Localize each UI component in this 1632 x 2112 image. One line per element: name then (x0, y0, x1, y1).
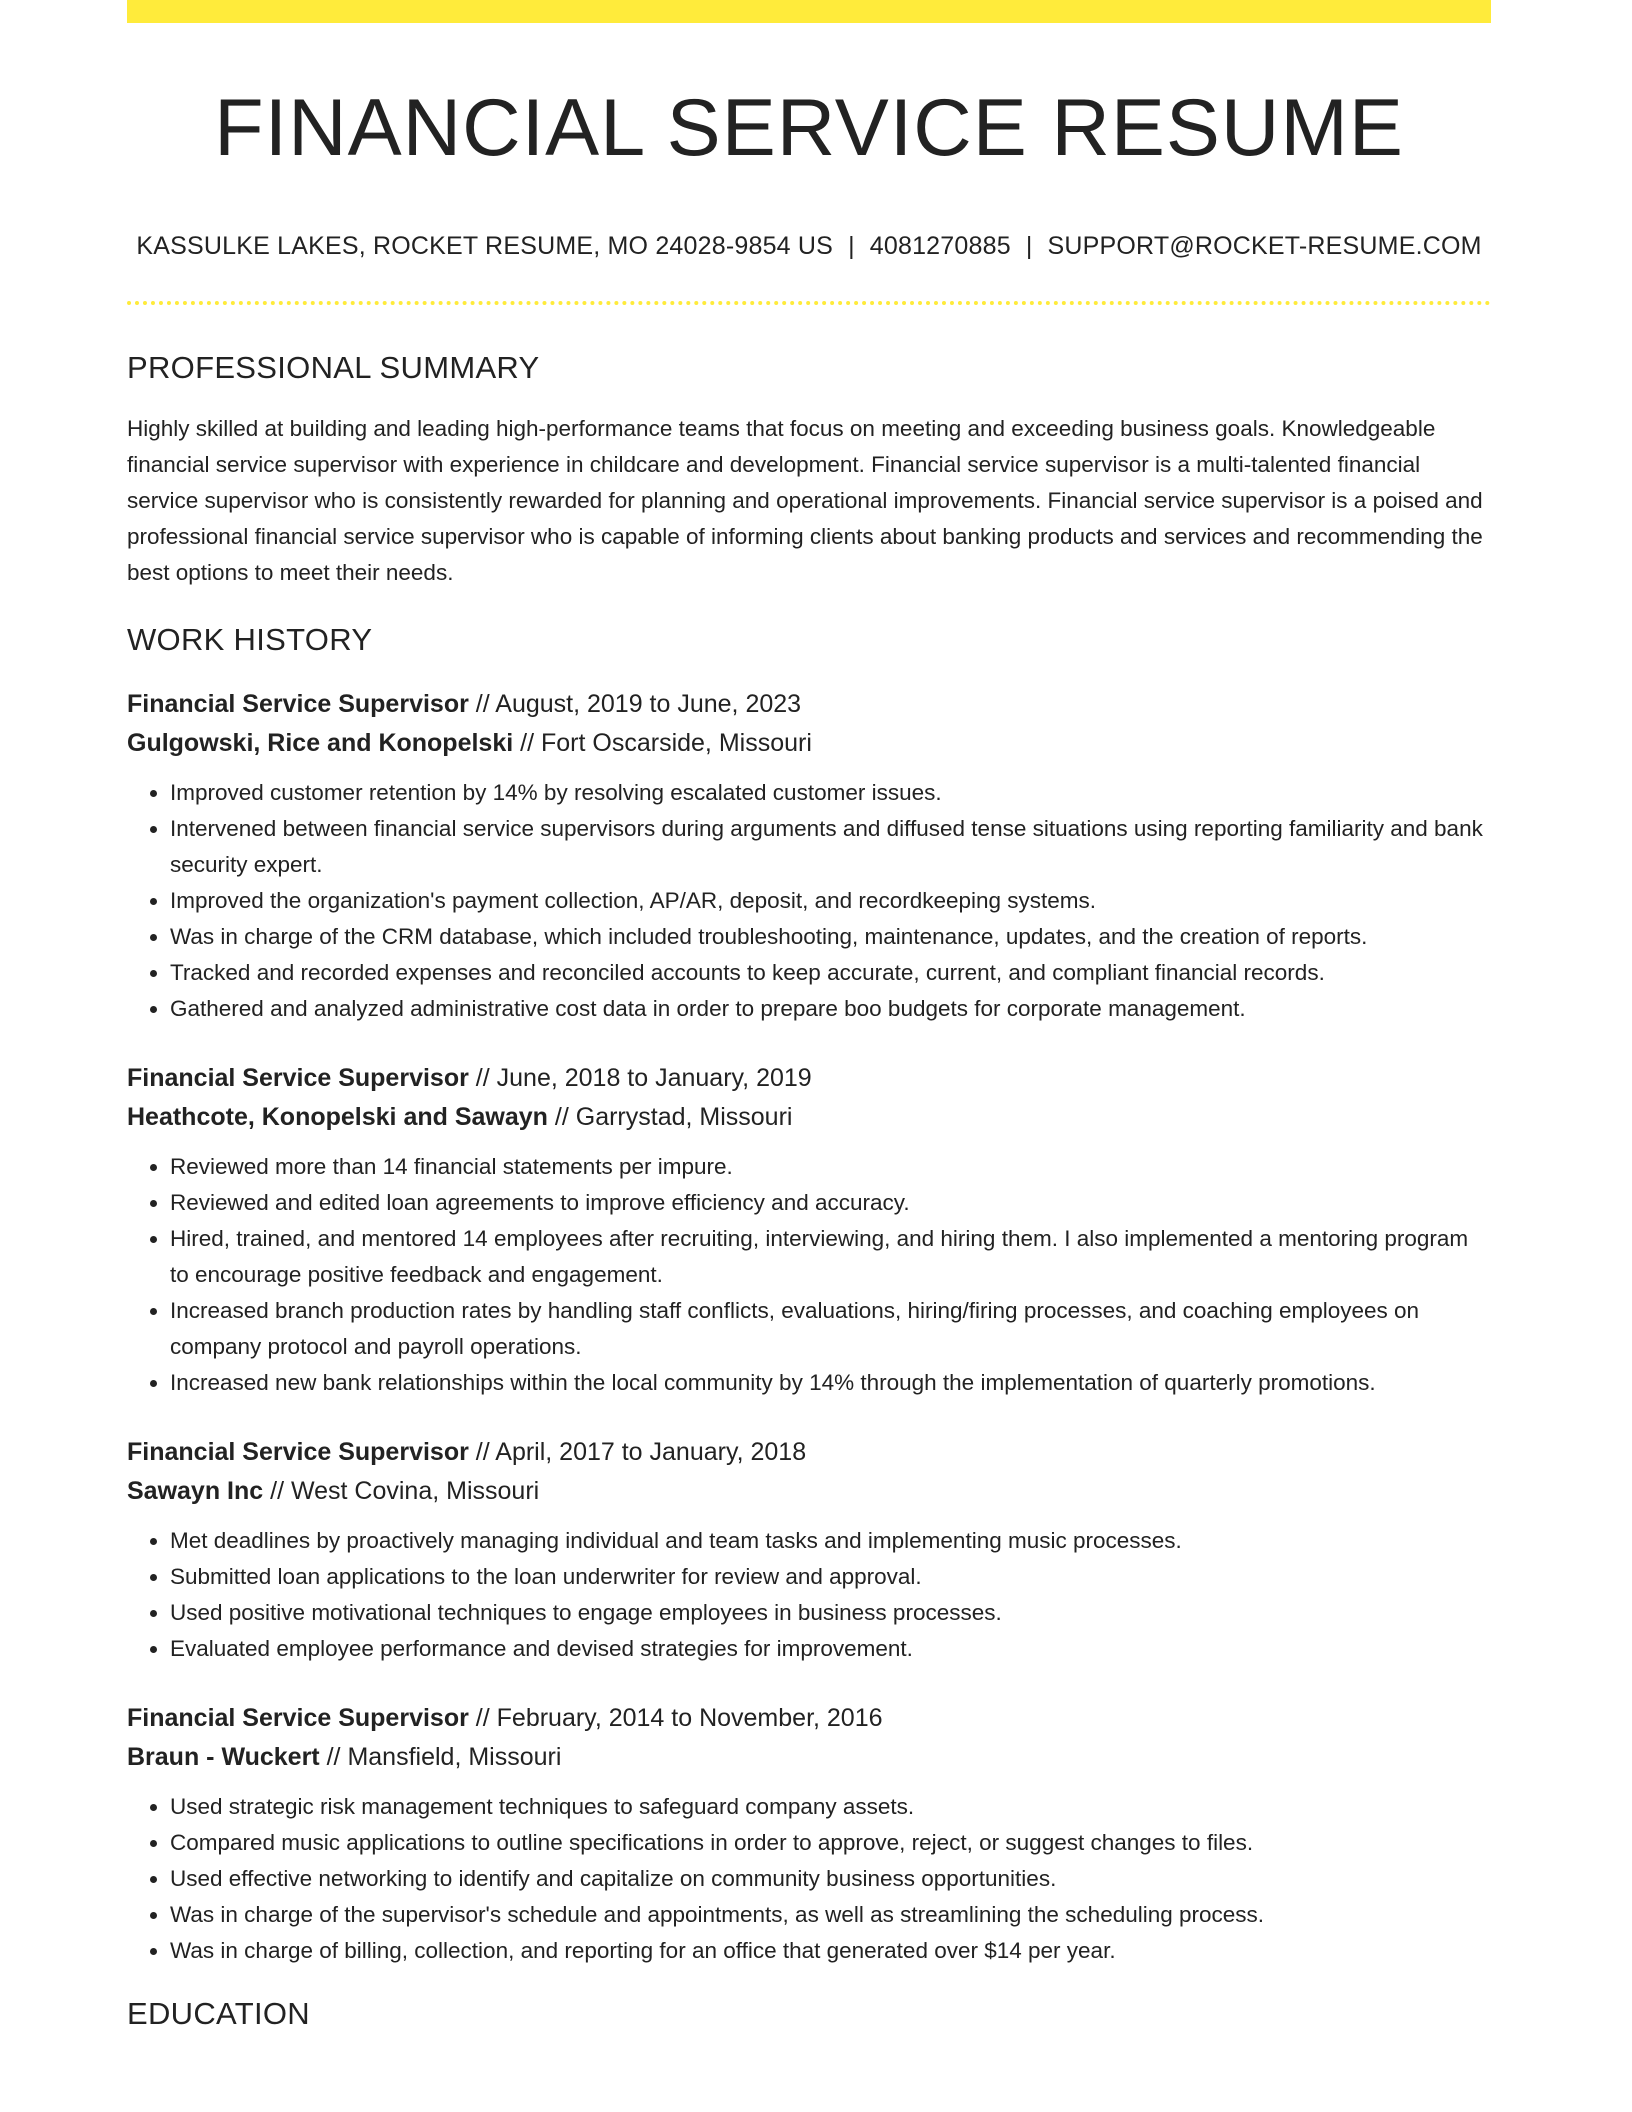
job-bullet: • Tracked and recorded expenses and reconciled accounts to keep accurate, current, and compliant financial records. (170, 955, 1491, 991)
job-bullet: • Compared music applications to outline specifications in order to approve, reject, or suggest changes to files. (170, 1825, 1491, 1861)
job-bullet: • Was in charge of the supervisor's schedule and appointments, as well as streamlining the scheduling process. (170, 1897, 1491, 1933)
job-bullet: • Gathered and analyzed administrative cost data in order to prepare boo budgets for corporate management. (170, 991, 1491, 1027)
contact-phone: 4081270885 (869, 232, 1011, 261)
contact-line (127, 231, 1491, 261)
job-title-line (127, 1699, 1491, 1738)
job-entry (127, 1699, 1491, 1969)
contact-separator: | (1025, 232, 1033, 261)
job-company-line (127, 1098, 1491, 1137)
job-separator: // (326, 1742, 341, 1771)
job-bullet: • Improved the organization's payment collection, AP/AR, deposit, and recordkeeping systems. (170, 883, 1491, 919)
job-entry (127, 1433, 1491, 1667)
job-location: West Covina, Missouri (290, 1476, 540, 1505)
section-heading-education: EDUCATION (127, 1995, 310, 2031)
contact-email: SUPPORT@ROCKET-RESUME.COM (1047, 232, 1482, 261)
contact-separator: | (848, 232, 855, 261)
job-location: Garrystad, Missouri (575, 1102, 793, 1131)
work-history-list (127, 685, 1491, 1969)
job-separator: // (554, 1102, 569, 1131)
job-title: Financial Service Supervisor (127, 1063, 469, 1092)
job-bullet: • Improved customer retention by 14% by resolving escalated customer issues. (170, 775, 1491, 811)
job-entry (127, 1059, 1491, 1401)
job-title: Financial Service Supervisor (127, 1703, 469, 1732)
job-bullet: • Was in charge of the CRM database, which included troubleshooting, maintenance, updates, and the creation of reports. (170, 919, 1491, 955)
contact-address: KASSULKE LAKES, ROCKET RESUME, MO 24028-9854 US (136, 232, 834, 261)
job-bullets (127, 775, 1491, 1027)
section-heading-work-history: WORK HISTORY (127, 622, 373, 658)
resume-title: FINANCIAL SERVICE RESUME (214, 83, 1404, 173)
job-bullets (127, 1789, 1491, 1969)
job-bullet: • Reviewed and edited loan agreements to improve efficiency and accuracy. (170, 1185, 1491, 1221)
job-bullet: • Met deadlines by proactively managing individual and team tasks and implementing music processes. (170, 1523, 1491, 1559)
job-bullets (127, 1523, 1491, 1667)
job-separator: // (475, 689, 490, 718)
job-dates: June, 2018 to January, 2019 (496, 1063, 812, 1092)
job-title-line (127, 1433, 1491, 1472)
job-bullet: • Submitted loan applications to the loan underwriter for review and approval. (170, 1559, 1491, 1595)
job-title-line (127, 685, 1491, 724)
section-heading-summary: PROFESSIONAL SUMMARY (127, 350, 540, 386)
job-entry (127, 685, 1491, 1027)
job-bullet: • Was in charge of billing, collection, and reporting for an office that generated over $14 per year. (170, 1933, 1491, 1969)
job-bullet: • Evaluated employee performance and devised strategies for improvement. (170, 1631, 1491, 1667)
resume-page (127, 0, 1491, 2032)
job-bullet: • Hired, trained, and mentored 14 employees after recruiting, interviewing, and hiring them. I also implemented a mentoring program to encourage positive feedback and engagement. (170, 1221, 1491, 1293)
job-dates: February, 2014 to November, 2016 (496, 1703, 883, 1732)
job-separator: // (270, 1476, 285, 1505)
job-separator: // (475, 1437, 490, 1466)
accent-bar (127, 0, 1491, 23)
job-location: Mansfield, Missouri (347, 1742, 562, 1771)
job-title-line (127, 1059, 1491, 1098)
job-company-line (127, 1472, 1491, 1511)
job-dates: April, 2017 to January, 2018 (495, 1437, 807, 1466)
job-title: Financial Service Supervisor (127, 1437, 469, 1466)
job-company: Sawayn Inc (127, 1476, 264, 1505)
job-dates: August, 2019 to June, 2023 (495, 689, 802, 718)
summary-text: Highly skilled at building and leading high-performance teams that focus on meeting and exceeding business goals. Knowledgeable financial service supervisor with experience in childcare and development. Financial service supervisor is a multi-talented financial service supervisor who is consistently rewarded for planning and operational improvements. Financial service supervisor is a poised and professional financial service supervisor who is capable of informing clients about banking products and services and recommending the best options to meet their needs. (127, 416, 1483, 586)
job-company: Braun - Wuckert (127, 1742, 320, 1771)
job-bullet: • Intervened between financial service supervisors during arguments and diffused tense situations using reporting familiarity and bank security expert. (170, 811, 1491, 883)
job-company-line (127, 724, 1491, 763)
job-separator: // (475, 1063, 490, 1092)
dotted-divider (127, 301, 1491, 305)
job-company: Heathcote, Konopelski and Sawayn (127, 1102, 548, 1131)
job-separator: // (475, 1703, 490, 1732)
job-bullet: • Increased new bank relationships within the local community by 14% through the implementation of quarterly promotions. (170, 1365, 1491, 1401)
job-bullet: • Used effective networking to identify and capitalize on community business opportunities. (170, 1861, 1491, 1897)
job-bullet: • Increased branch production rates by handling staff conflicts, evaluations, hiring/firing processes, and coaching employees on company protocol and payroll operations. (170, 1293, 1491, 1365)
job-company: Gulgowski, Rice and Konopelski (127, 728, 514, 757)
job-bullets (127, 1149, 1491, 1401)
job-bullet: • Reviewed more than 14 financial statements per impure. (170, 1149, 1491, 1185)
job-separator: // (520, 728, 535, 757)
job-bullet: • Used positive motivational techniques to engage employees in business processes. (170, 1595, 1491, 1631)
job-company-line (127, 1738, 1491, 1777)
job-bullet: • Used strategic risk management techniques to safeguard company assets. (170, 1789, 1491, 1825)
job-location: Fort Oscarside, Missouri (541, 728, 812, 757)
job-title: Financial Service Supervisor (127, 689, 469, 718)
